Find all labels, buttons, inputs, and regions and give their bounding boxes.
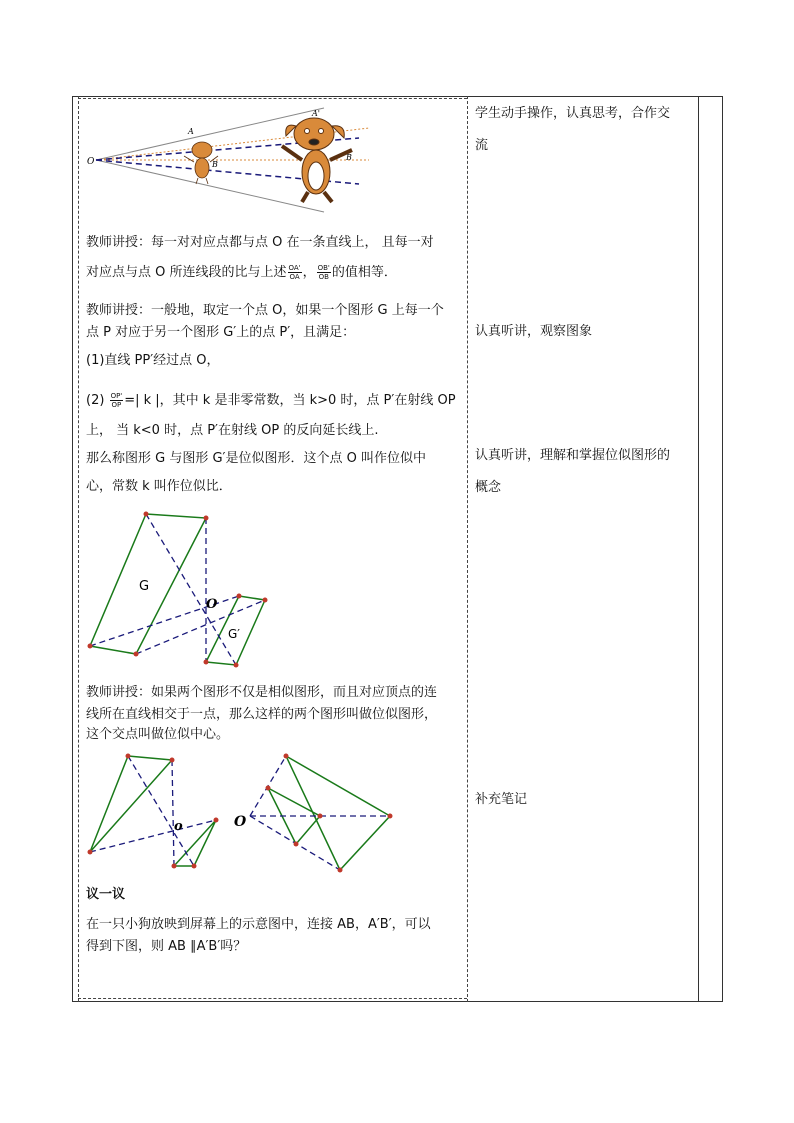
paragraph-2-line-3: (1)直线 PP′经过点 O， <box>86 353 220 368</box>
row-divider <box>78 98 467 99</box>
label-b-prime: B <box>346 153 352 162</box>
paragraph-2-line-2: 点 P 对应于另一个图形 G′上的点 P′，且满足： <box>86 325 356 340</box>
paragraph-4-line-2: 线所在直线相交于一点，那么这样的两个图形叫做位似图形， <box>86 707 438 722</box>
paragraph-1-line-1: 教师讲授：每一对对应点都与点 O 在一条直线上， 且每一对 <box>86 235 434 250</box>
paragraph-3-line-2: 心，常数 k 叫作位似比． <box>86 479 232 494</box>
label-o-left: o <box>174 819 183 834</box>
fraction-oa: $\frac{OA'}{OA}$ <box>288 264 301 281</box>
label-o: O <box>206 597 218 612</box>
label-g-prime: G′ <box>228 627 241 641</box>
p1-text-a: 对应点与点 O 所连线段的比与上述 <box>86 265 287 280</box>
p1-text-b: 的值相等． <box>331 265 397 280</box>
column-divider <box>467 96 468 1002</box>
student-note-4: 补充笔记 <box>475 792 528 807</box>
paragraph-2-line-5: 上， 当 k<0 时，点 P′在射线 OP 的反向延长线上. <box>86 423 379 438</box>
paragraph-1-line-2 <box>86 262 397 284</box>
student-note-1-line-2: 流 <box>475 138 489 153</box>
student-note-1-line-1: 学生动手操作，认真思考，合作交 <box>475 106 671 121</box>
p1-sep: ， <box>302 265 316 280</box>
student-note-3 <box>475 440 695 504</box>
label-a: A <box>188 127 194 136</box>
paragraph-2-line-1: 教师讲授：一般地，取定一个点 O，如果一个图形 G 上每一个 <box>86 303 444 318</box>
label-a-prime: A' <box>312 109 320 118</box>
paragraph-4-line-3: 这个交点叫做位似中心。 <box>86 727 230 742</box>
label-b: B <box>212 160 218 169</box>
paragraph-4-line-1: 教师讲授：如果两个图形不仅是相似图形，而且对应顶点的连 <box>86 685 438 700</box>
homothety-figure-triangles <box>84 750 404 874</box>
student-note-1 <box>475 98 695 162</box>
p2-item-2: (2) <box>86 393 105 408</box>
dog-projection-figure <box>84 104 374 216</box>
label-o: O <box>87 157 95 167</box>
column-divider <box>698 96 699 1002</box>
student-note-2: 认真听讲，观察图象 <box>475 324 593 339</box>
label-g: G <box>139 579 150 594</box>
discuss-title: 议一议 <box>86 887 126 902</box>
row-divider <box>78 998 467 999</box>
paragraph-5-line-2: 得到下图，则 AB ∥A′B′吗？ <box>86 939 247 954</box>
column-divider <box>78 96 79 1002</box>
fraction-ob: $\frac{OB'}{OB}$ <box>317 264 330 281</box>
fraction-op: $\frac{OP'}{OP}$ <box>110 392 123 409</box>
homothety-figure-g <box>84 508 274 670</box>
student-note-3-line-1: 认真听讲，理解和掌握位似图形的 <box>475 448 671 463</box>
student-note-3-line-2: 概念 <box>475 480 502 495</box>
paragraph-3-line-1: 那么称图形 G 与图形 G′是位似图形．这个点 O 叫作位似中 <box>86 451 426 466</box>
paragraph-5-line-1: 在一只小狗放映到屏幕上的示意图中，连接 AB，A′B′，可以 <box>86 917 431 932</box>
label-o-right: O <box>234 814 247 830</box>
paragraph-2-line-4 <box>86 390 456 412</box>
p2-text: =| k |，其中 k 是非零常数，当 k>0 时，点 P′在射线 OP <box>124 393 456 408</box>
